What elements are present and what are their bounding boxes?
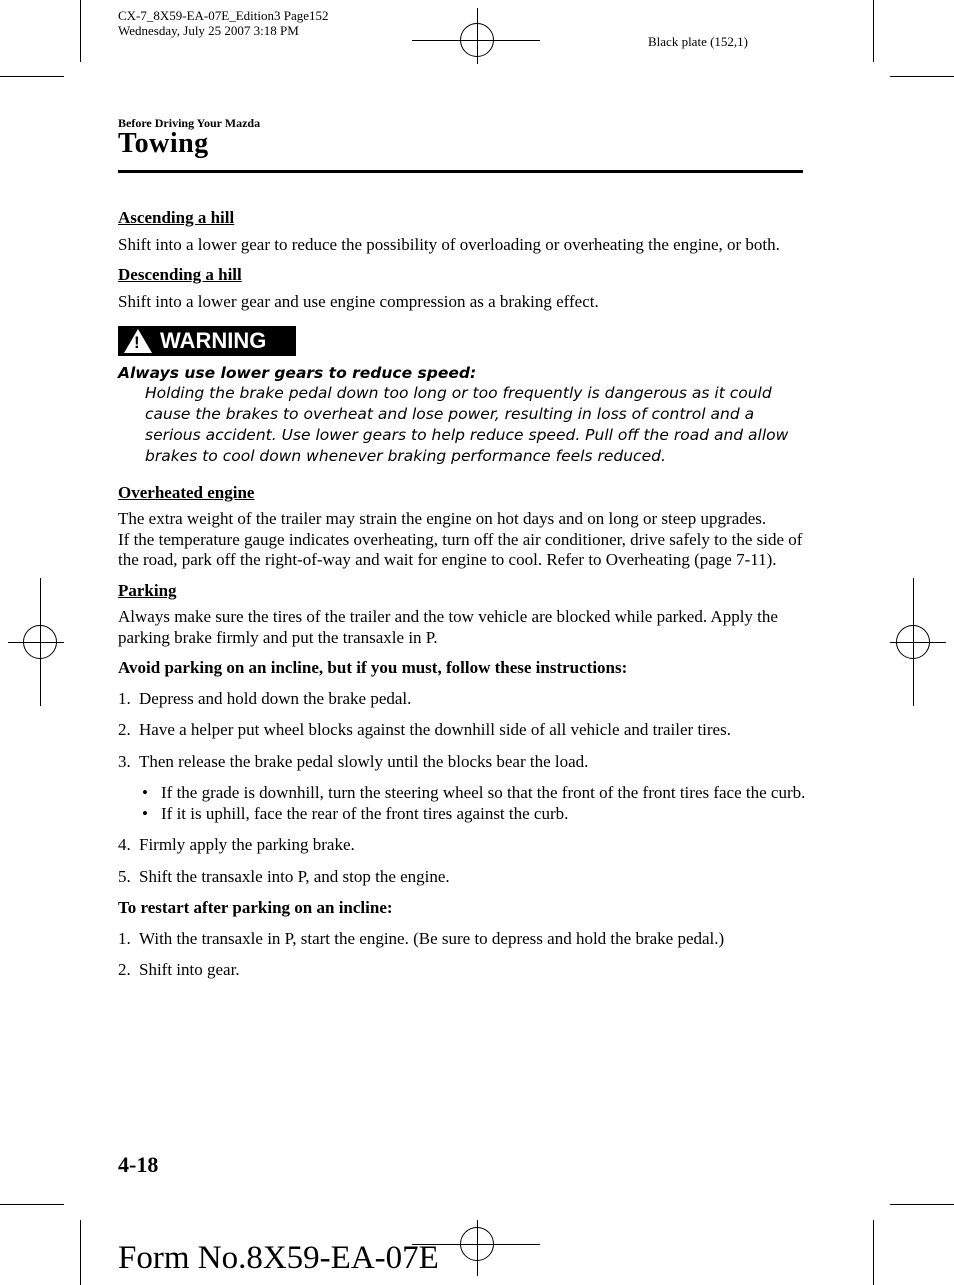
overheated-text-1: The extra weight of the trailer may strain the engine on hot days and on long or steep upgrades. — [118, 509, 767, 528]
page-title: Towing — [118, 128, 209, 159]
parking-text: Always make sure the tires of the trailer and the tow vehicle are blocked while parked. Apply the parking brake firmly and put the transaxle in P. — [118, 607, 778, 647]
list-item: 4. Firmly apply the parking brake. — [118, 835, 355, 854]
section-tag: Before Driving Your Mazda — [118, 116, 261, 130]
warning-icon: ! — [124, 329, 152, 353]
print-header-date: Wednesday, July 25 2007 3:18 PM — [118, 23, 299, 38]
page-number: 4-18 — [118, 1152, 159, 1177]
overheated-heading: Overheated engine — [118, 482, 255, 502]
descending-heading: Descending a hill — [118, 265, 242, 284]
warning-title: Always use lower gears to reduce speed: — [118, 363, 477, 382]
warning-badge — [118, 326, 296, 356]
print-header — [118, 8, 329, 38]
bullet-icon: • — [142, 803, 148, 823]
ascending-heading: Ascending a hill — [118, 208, 235, 227]
warning-body: Holding the brake pedal down too long or too frequently is dangerous as it could cause the brakes to overheat and lose power, resulting in loss of control and a serious accident. Use lower gears to help reduce speed. Pull off the road and allow brakes to cool down whenever braking performance feels reduced. — [145, 383, 789, 465]
form-number: Form No.8X59-EA-07E — [118, 1240, 439, 1276]
ascending-text: Shift into a lower gear to reduce the possibility of overloading or overheating the engine, or both. — [118, 234, 780, 254]
title-rule — [118, 170, 803, 173]
restart-heading: To restart after parking on an incline: — [118, 898, 393, 917]
print-header-file: CX-7_8X59-EA-07E_Edition3 Page152 — [118, 8, 329, 23]
list-item: 5. Shift the transaxle into P, and stop the engine. — [118, 866, 450, 886]
print-header-plate: Black plate (152,1) — [648, 34, 748, 49]
list-item: 3. Then release the brake pedal slowly until the blocks bear the load. — [118, 751, 589, 771]
main-content — [118, 208, 808, 992]
list-item: 2. Shift into gear. — [118, 960, 240, 979]
descending-text: Shift into a lower gear and use engine compression as a braking effect. — [118, 291, 599, 311]
parking-heading: Parking — [118, 580, 177, 600]
list-item: 1. Depress and hold down the brake pedal. — [118, 688, 412, 708]
list-item: 2. Have a helper put wheel blocks against the downhill side of all vehicle and trailer tires. — [118, 720, 731, 739]
bullet-icon: • — [142, 783, 148, 802]
bullet-item: • If it is uphill, face the rear of the front tires against the curb. — [142, 803, 569, 823]
incline-heading: Avoid parking on an incline, but if you must, follow these instructions: — [118, 658, 628, 677]
list-item: 1. With the transaxle in P, start the engine. (Be sure to depress and hold the brake pedal.) — [118, 928, 725, 948]
bullet-list — [118, 783, 808, 824]
warning-label: WARNING — [160, 327, 267, 353]
bullet-item: • If the grade is downhill, turn the steering wheel so that the front of the front tires face the curb. — [142, 783, 806, 802]
overheated-text-2: If the temperature gauge indicates overheating, turn off the air conditioner, drive safely to the side of the road, park off the right-of-way and wait for engine to cool. Refer to Overheating (page 7-11). — [118, 529, 803, 569]
